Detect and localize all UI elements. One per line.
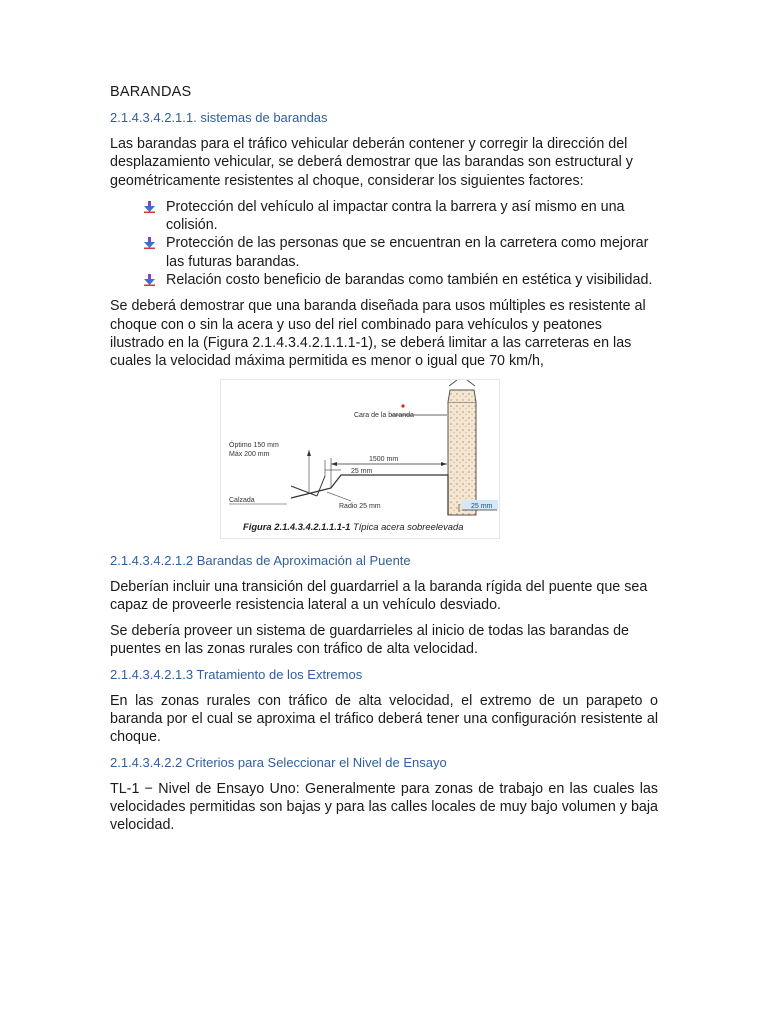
bullet-text: Protección de las personas que se encuentran en la carretera como mejorar las futuras barandas. [166, 235, 649, 270]
figure-frame [220, 379, 500, 539]
list-item [144, 234, 658, 271]
bullet-text: Protección del vehículo al impactar contra la barrera y así mismo en una colisión. [166, 198, 625, 234]
arrow-bullet-icon [144, 201, 155, 213]
bullet-text: Relación costo beneficio de barandas como también en estética y visibilidad. [166, 272, 653, 289]
label-25-bottom: 25 mm [471, 502, 493, 510]
label-1500: 1500 mm [369, 455, 399, 463]
label-radio: Radio 25 mm [339, 502, 381, 510]
section-heading-aproximacion: 2.1.4.3.4.2.1.2 Barandas de Aproximación al Puente [110, 552, 411, 568]
section-heading-sistemas: 2.1.4.3.4.2.1.1. sistemas de barandas [110, 110, 328, 125]
list-item [144, 271, 658, 289]
paragraph-multiuse: Se deberá demostrar que una baranda diseñada para usos múltiples es resistente al choque con o sin la acera y uso del riel combinado para vehículos y peatones ilustrado en la (Figura 2.1.4.3.4.2.1.1.1-1), se deberá limitar a las carreteras en las cuales la velocidad máxima permitida es menor o igual que 70 km/h, [110, 298, 646, 370]
section-heading-extremos: 2.1.4.3.4.2.1.3 Tratamiento de los Extremos [110, 666, 363, 682]
paragraph-transicion: Deberían incluir una transición del guardarriel a la baranda rígida del puente que sea capaz de proveerle resistencia lateral a un vehículo desviado. [110, 578, 648, 613]
document-page [110, 84, 658, 843]
list-item [144, 198, 658, 235]
paragraph-tl1: TL-1 − Nivel de Ensayo Uno: Generalmente para zonas de trabajo en las cuales las velocidades permitidas son bajas y para las calles locales de muy bajo volumen y baja velocidad. [110, 780, 658, 834]
barrier-shape [448, 402, 476, 515]
figure-caption-number: Figura 2.1.4.3.4.2.1.1.1-1 [243, 520, 351, 532]
arrow-bullet-icon [144, 237, 155, 249]
sidewalk-diagram [221, 380, 499, 538]
figure [110, 379, 658, 543]
arrow-bullet-icon [144, 274, 155, 286]
label-25-top: 25 mm [351, 467, 373, 475]
factors-list [110, 198, 658, 289]
label-max: Máx 200 mm [229, 450, 270, 458]
figure-caption [243, 521, 463, 532]
document-title: BARANDAS [110, 84, 192, 100]
paragraph-extremos: En las zonas rurales con tráfico de alta velocidad, el extremo de un parapeto o baranda por el cual se aproxima el tráfico deberá tener una configuración resistente al choque. [110, 692, 658, 746]
label-optimo: Óptimo 150 mm [229, 441, 279, 449]
section-heading-criterios: 2.1.4.3.4.2.2 Criterios para Seleccionar el Nivel de Ensayo [110, 754, 447, 770]
figure-caption-text: Típica acera sobreelevada [350, 520, 464, 532]
paragraph-guardarrieles: Se debería proveer un sistema de guardarrieles al inicio de todas las barandas de puentes en las zonas rurales con tráfico de alta velocidad. [110, 623, 629, 658]
paragraph-intro: Las barandas para el tráfico vehicular deberán contener y corregir la dirección del desplazamiento vehicular, se deberá demostrar que las barandas son estructural y geométricamente resistentes al choque, considerar los siguientes factores: [110, 136, 633, 189]
label-calzada: Calzada [229, 496, 255, 504]
label-cara: Cara de la baranda [354, 411, 414, 419]
red-marker [401, 404, 404, 407]
